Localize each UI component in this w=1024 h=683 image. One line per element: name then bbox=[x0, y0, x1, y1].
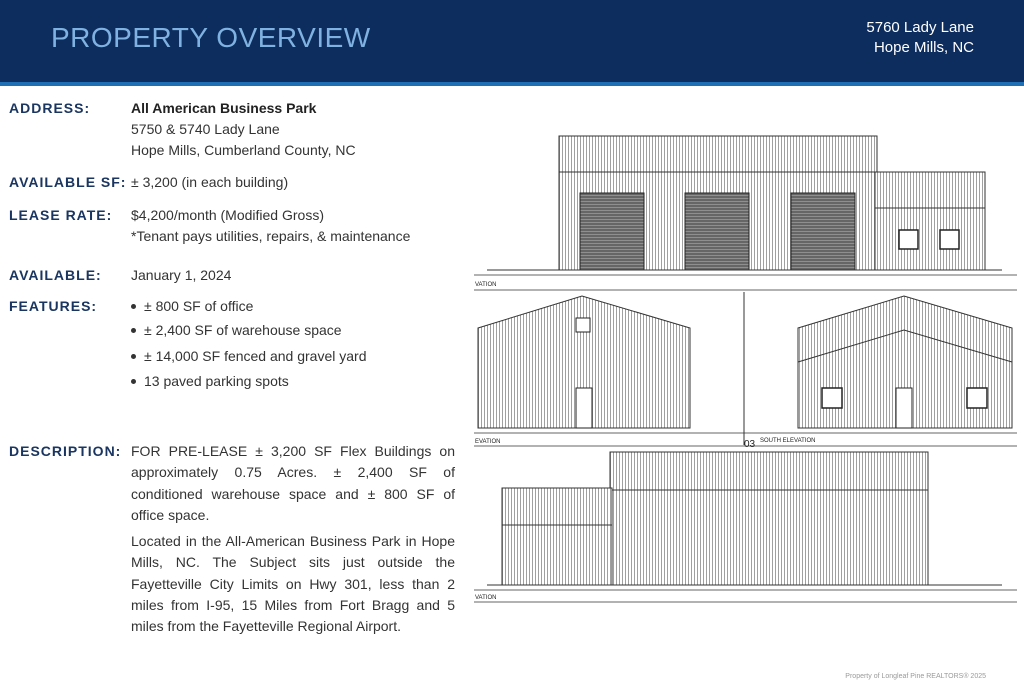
feature-item bbox=[131, 298, 253, 314]
drawing-label-bottom: VATION bbox=[475, 595, 497, 601]
address-name: All American Business Park bbox=[131, 100, 317, 116]
address-label: ADDRESS: bbox=[9, 100, 91, 116]
footer-copyright: Property of Longleaf Pine REALTORS® 2025 bbox=[845, 673, 986, 680]
feature-text: ± 14,000 SF fenced and gravel yard bbox=[144, 348, 367, 364]
feature-item bbox=[131, 322, 342, 338]
property-location bbox=[866, 18, 974, 58]
available-label: AVAILABLE: bbox=[9, 267, 102, 283]
feature-text: ± 800 SF of office bbox=[144, 298, 254, 314]
description-label: DESCRIPTION: bbox=[9, 443, 122, 459]
page-title: PROPERTY OVERVIEW bbox=[51, 22, 371, 53]
elevation-drawing bbox=[472, 120, 1017, 608]
side-elevations bbox=[474, 292, 1017, 450]
bullet-icon bbox=[131, 379, 136, 384]
address-line1: 5750 & 5740 Lady Lane bbox=[131, 121, 280, 137]
drawing-label-mid-right: SOUTH ELEVATION bbox=[760, 438, 816, 444]
lease-rate-note: *Tenant pays utilities, repairs, & maintenance bbox=[131, 228, 411, 244]
lease-rate-amount: $4,200/month (Modified Gross) bbox=[131, 207, 324, 223]
features-label: FEATURES: bbox=[9, 298, 98, 314]
drawing-label-mid-left: EVATION bbox=[475, 439, 501, 445]
lease-rate-value bbox=[131, 205, 410, 247]
address-line2: Hope Mills, Cumberland County, NC bbox=[131, 142, 356, 158]
feature-text: 13 paved parking spots bbox=[144, 373, 289, 389]
address-value bbox=[131, 98, 356, 161]
front-elevation bbox=[474, 136, 1017, 290]
description-para-1: FOR PRE-LEASE ± 3,200 SF Flex Buildings on approximately 0.75 Acres. ± 2,400 SF of conditioned warehouse space and ± 800 SF of office space. bbox=[131, 443, 455, 523]
bullet-icon bbox=[131, 304, 136, 309]
feature-item bbox=[131, 348, 367, 364]
feature-text: ± 2,400 SF of warehouse space bbox=[144, 322, 342, 338]
available-sf-value: ± 3,200 (in each building) bbox=[131, 174, 289, 190]
drawing-label-mid-num: 03 bbox=[744, 439, 756, 450]
rear-elevation bbox=[474, 452, 1017, 602]
location-street: 5760 Lady Lane bbox=[866, 19, 974, 36]
lease-rate-label: LEASE RATE: bbox=[9, 207, 113, 223]
location-city: Hope Mills, NC bbox=[873, 39, 974, 56]
bullet-icon bbox=[131, 354, 136, 359]
feature-item bbox=[131, 373, 289, 389]
header-rule bbox=[0, 82, 1024, 86]
description-para-2: Located in the All-American Business Park in Hope Mills, NC. The Subject sits just outside the Fayetteville City Limits on Hwy 301, less than 2 miles from I-95, 15 Miles from Fort Bragg and 5 miles from the Fayetteville Regional Airport. bbox=[131, 533, 455, 635]
available-sf-label: AVAILABLE SF: bbox=[9, 174, 127, 190]
available-value: January 1, 2024 bbox=[131, 267, 232, 283]
bullet-icon bbox=[131, 328, 136, 333]
drawing-label-top: VATION bbox=[475, 282, 497, 288]
